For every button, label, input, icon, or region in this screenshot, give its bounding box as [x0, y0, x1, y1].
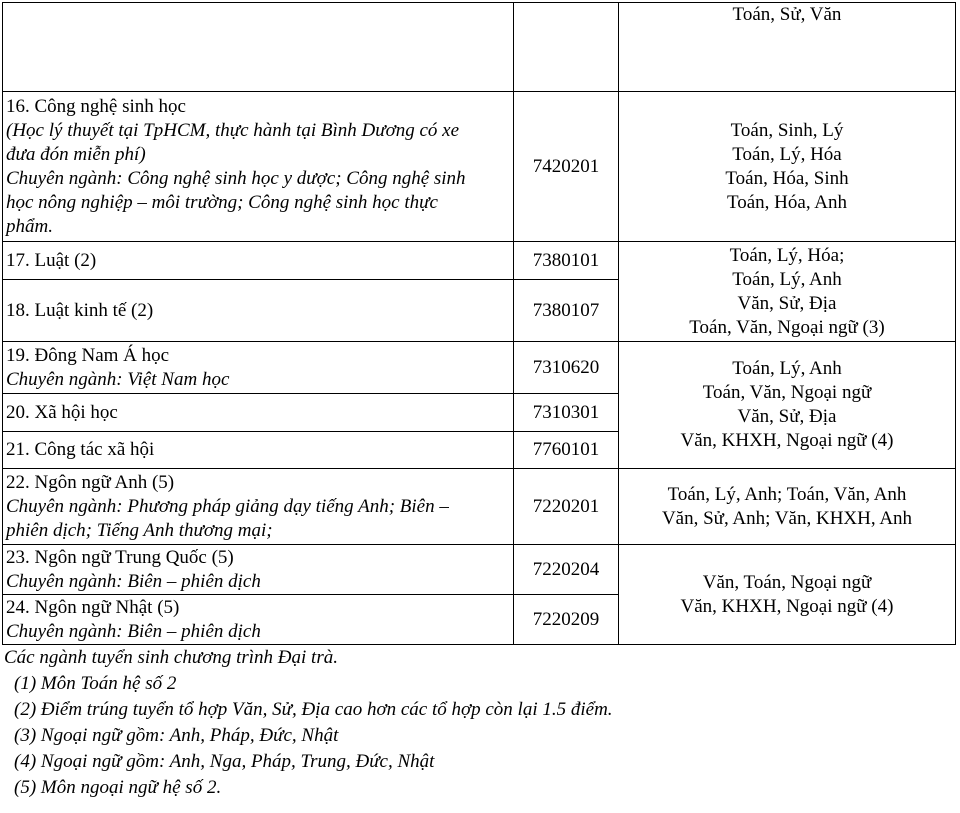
- major-cell: [3, 469, 514, 545]
- combo-line: Toán, Lý, Hóa: [732, 143, 842, 165]
- major-cell: 18. Luật kinh tế (2): [3, 280, 514, 342]
- combo-line: Văn, KHXH, Ngoại ngữ (4): [680, 430, 894, 451]
- code-cell: 7380101: [514, 242, 619, 280]
- major-note: học nông nghiệp – môi trường; Công nghệ sinh học thực: [6, 191, 438, 213]
- combo-line: Văn, Sử, Địa: [737, 292, 837, 314]
- table-row: [3, 469, 956, 545]
- combo-line: Văn, KHXH, Ngoại ngữ (4): [680, 595, 894, 617]
- combo-line: Toán, Lý, Anh: [732, 358, 842, 379]
- code-cell: 7220209: [514, 595, 619, 645]
- major-note: Chuyên ngành: Biên – phiên dịch: [6, 570, 261, 592]
- footnote-item: (3) Ngoại ngữ gồm: Anh, Pháp, Đức, Nhật: [14, 725, 339, 746]
- combo-line: Toán, Văn, Ngoại ngữ (3): [689, 316, 885, 338]
- major-note: (Học lý thuyết tại TpHCM, thực hành tại Bình Dương có xe: [6, 119, 460, 141]
- code-cell: 7220201: [514, 469, 619, 545]
- combo-line: Toán, Sử, Văn: [732, 4, 842, 25]
- code-cell: 7760101: [514, 432, 619, 469]
- footnote-item: (4) Ngoại ngữ gồm: Anh, Nga, Pháp, Trung, Đức, Nhật: [14, 751, 435, 772]
- major-name: 22. Ngôn ngữ Anh (5): [6, 471, 175, 493]
- major-cell: 20. Xã hội học: [3, 394, 514, 432]
- code-cell: [514, 3, 619, 92]
- combo-cell: [619, 242, 956, 342]
- combo-line: Toán, Lý, Anh: [732, 268, 842, 290]
- major-cell: [3, 595, 514, 645]
- code-cell: 7380107: [514, 280, 619, 342]
- table-row: [3, 342, 956, 394]
- major-note: Chuyên ngành: Công nghệ sinh học y dược; Công nghệ sinh: [6, 167, 466, 189]
- major-cell: [3, 545, 514, 595]
- major-cell: [3, 342, 514, 394]
- combo-cell: [619, 342, 956, 469]
- table-row: [3, 3, 956, 92]
- table-row: [3, 242, 956, 280]
- major-cell: 21. Công tác xã hội: [3, 432, 514, 469]
- major-note: Chuyên ngành: Phương pháp giảng dạy tiếng Anh; Biên –: [6, 495, 449, 517]
- combo-line: Toán, Hóa, Sinh: [725, 167, 849, 189]
- major-name: 19. Đông Nam Á học: [6, 344, 170, 366]
- combo-line: Văn, Sử, Địa: [737, 406, 837, 427]
- admissions-table: [2, 2, 956, 645]
- combo-line: Văn, Toán, Ngoại ngữ: [702, 571, 872, 593]
- combo-cell: [619, 545, 956, 645]
- footnotes: [4, 645, 613, 801]
- footnotes-heading: Các ngành tuyển sinh chương trình Đại trà.: [4, 647, 338, 668]
- code-cell: 7420201: [514, 92, 619, 242]
- combo-cell: [619, 3, 956, 92]
- combo-cell: [619, 469, 956, 545]
- footnote-item: (5) Môn ngoại ngữ hệ số 2.: [14, 777, 222, 798]
- major-cell: 17. Luật (2): [3, 242, 514, 280]
- combo-line: Văn, Sử, Anh; Văn, KHXH, Anh: [661, 507, 913, 529]
- major-note: phiên dịch; Tiếng Anh thương mại;: [6, 519, 273, 541]
- combo-line: Toán, Hóa, Anh: [726, 191, 848, 213]
- table-row: [3, 92, 956, 242]
- code-cell: 7220204: [514, 545, 619, 595]
- code-cell: 7310620: [514, 342, 619, 394]
- major-name: 24. Ngôn ngữ Nhật (5): [6, 596, 180, 618]
- code-cell: 7310301: [514, 394, 619, 432]
- footnote-item: (2) Điểm trúng tuyển tổ hợp Văn, Sử, Địa cao hơn các tổ hợp còn lại 1.5 điểm.: [14, 699, 613, 720]
- combo-line: Toán, Lý, Hóa;: [729, 244, 845, 266]
- table-row: [3, 545, 956, 595]
- major-note: Chuyên ngành: Việt Nam học: [6, 368, 230, 390]
- combo-line: Toán, Văn, Ngoại ngữ: [702, 382, 872, 403]
- major-cell: [3, 3, 514, 92]
- major-note: Chuyên ngành: Biên – phiên dịch: [6, 620, 261, 642]
- combo-line: Toán, Lý, Anh; Toán, Văn, Anh: [667, 483, 907, 505]
- combo-cell: [619, 92, 956, 242]
- major-note: đưa đón miễn phí): [6, 143, 146, 165]
- major-note: phẩm.: [6, 215, 53, 237]
- combo-line: Toán, Sinh, Lý: [730, 119, 844, 141]
- footnote-item: (1) Môn Toán hệ số 2: [14, 673, 177, 694]
- major-cell: [3, 92, 514, 242]
- major-name: 16. Công nghệ sinh học: [6, 95, 186, 117]
- major-name: 23. Ngôn ngữ Trung Quốc (5): [6, 546, 234, 568]
